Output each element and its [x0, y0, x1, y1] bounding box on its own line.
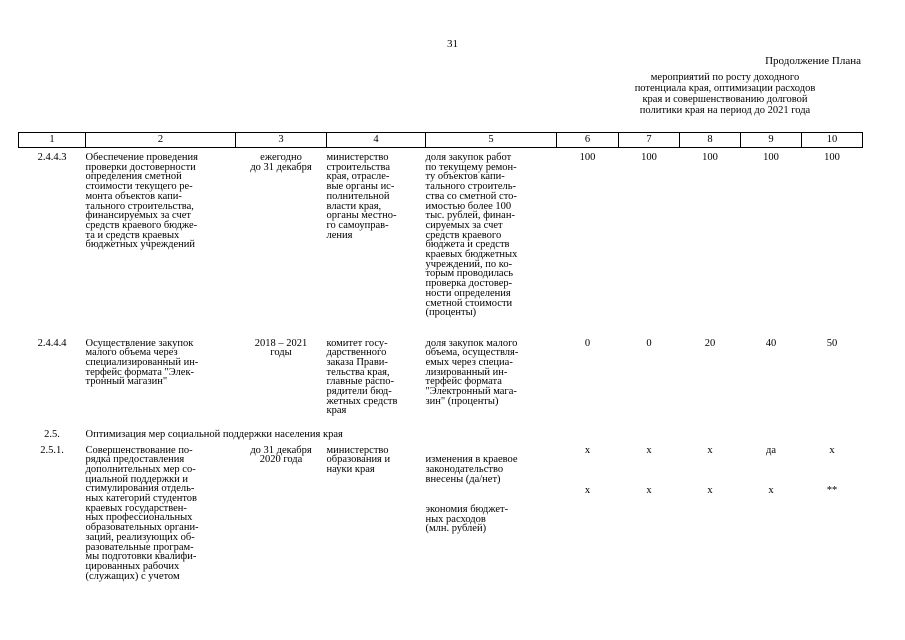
value-cell: [557, 444, 619, 582]
value-text: х: [584, 444, 591, 456]
value-cell: [802, 444, 863, 582]
column-header: 1: [19, 133, 86, 148]
table-row: [19, 444, 863, 582]
value-cell: [619, 444, 680, 582]
continuation-label: Продолжение Плана: [765, 55, 861, 67]
indicator-text: экономия бюджет- ных расходов (млн. рублей): [425, 504, 509, 535]
measure-text: Обеспечение проведения проверки достоверности определения сметной стоимости текущего ре- монта объектов капи- тального строительства, финансируемых за счет средств краевого бюдже- та и средств краевых бюджетных учреждений: [85, 152, 198, 251]
column-header: 7: [619, 133, 680, 148]
deadline-text: ежегодно до 31 декабря: [250, 152, 312, 173]
value-cell: [680, 444, 741, 582]
value-cell: 100: [641, 152, 657, 163]
value-text: да: [765, 444, 776, 456]
value-cell: [741, 444, 802, 582]
subtitle-line: потенциала края, оптимизации расходов: [634, 83, 816, 94]
column-header: 3: [236, 133, 327, 148]
subtitle-line: политики края на период до 2021 года: [639, 105, 811, 116]
column-header: 2: [86, 133, 236, 148]
value-cell: 100: [763, 152, 779, 163]
deadline-text: до 31 декабря 2020 года: [250, 444, 312, 466]
indicator-text: доля закупок малого объема, осуществля- емых через специа- лизированный ин- терфейс формата "Электронный мага- зин" (проценты): [425, 337, 519, 407]
table-header-row: [19, 133, 863, 148]
column-header: 9: [741, 133, 802, 148]
value-text: **: [826, 484, 838, 496]
indicator-cell: [426, 444, 557, 582]
indicator-text: изменения в краевое законодательство внесены (да/нет): [425, 454, 518, 485]
responsible-text: министерство образования и науки края: [326, 444, 391, 475]
value-text: х: [829, 444, 835, 456]
column-header: 10: [802, 133, 863, 148]
value-cell: 100: [824, 152, 840, 163]
value-text: х: [646, 444, 652, 456]
table-row: [19, 336, 863, 428]
value-cell: 40: [765, 337, 777, 349]
value-text: х: [768, 484, 774, 496]
value-cell: 0: [584, 337, 591, 349]
item-number: 2.4.4.4: [37, 337, 67, 349]
subtitle-line: края и совершенствованию долговой: [642, 94, 808, 105]
subtitle-line: мероприятий по росту доходного: [650, 72, 800, 83]
table-row: [19, 148, 863, 336]
responsible-text: комитет госу- дарственного заказа Прави- тельства края, главные распо- рядители бюд- жетных средств края: [326, 337, 398, 417]
value-cell: 0: [646, 337, 652, 349]
indicator-text: доля закупок работ по текущему ремон- ту объектов капи- тального строитель- ства со сметной сто- имостью более 100 тыс. рублей, финан- сируемых за счет средств краевого бюджета и средств краевых бюджетных учреждений, по ко- торым проводилась проверка достовер- ности определения сметной стоимости (проценты): [425, 152, 518, 319]
column-header: 6: [557, 133, 619, 148]
section-number: 2.5.: [44, 428, 60, 440]
plan-subtitle: [585, 72, 865, 116]
measure-text: Совершенствование по- рядка предоставления дополнительных мер со- циальной поддержки и стимулирования отдель- ных категорий студентов краевых государствен- ных профессиональных образовательных органи- заций, реализующих об- разовательные програм- мы подготовки квалифи- цированных рабочих (служащих) с учетом: [85, 444, 199, 582]
value-cell: 100: [579, 152, 596, 163]
plan-table: [18, 132, 863, 581]
column-header: 5: [426, 133, 557, 148]
value-cell: 50: [826, 337, 838, 349]
column-header: 8: [680, 133, 741, 148]
value-cell: 100: [702, 152, 718, 163]
value-cell: 20: [704, 337, 716, 349]
value-text: х: [707, 484, 713, 496]
value-text: х: [584, 484, 591, 496]
column-header: 4: [327, 133, 426, 148]
item-number: 2.4.4.3: [37, 152, 67, 163]
value-text: х: [646, 484, 652, 496]
value-text: х: [707, 444, 713, 456]
section-title: Оптимизация мер социальной поддержки населения края: [85, 428, 343, 440]
deadline-text: 2018 – 2021 годы: [254, 337, 308, 359]
measure-text: Осуществление закупок малого объема через специализированный ин- терфейс формата "Элек- тронный магазин": [85, 337, 199, 388]
item-number: 2.5.1.: [40, 444, 64, 456]
page-number: 31: [447, 38, 458, 50]
responsible-text: министерство строительства края, отрасле- вые органы ис- полнительной власти края, органы местно- го самоуправ- ления: [326, 152, 397, 241]
section-row: [19, 428, 863, 444]
